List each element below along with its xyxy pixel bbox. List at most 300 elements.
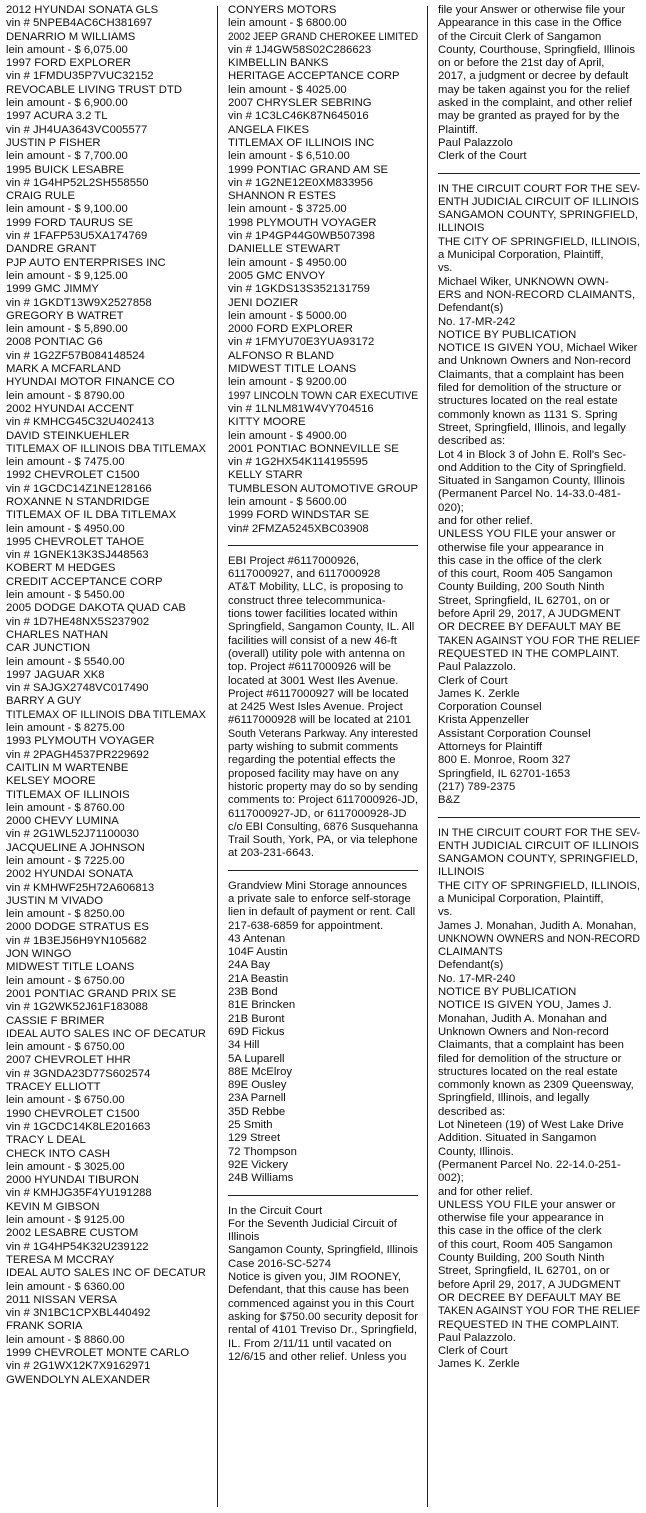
text-line: lein amount - $ 5,890.00: [6, 323, 128, 336]
text-line: 34 Hill: [228, 1039, 260, 1052]
text-line: 2001 PONTIAC GRAND PRIX SE: [6, 987, 177, 1000]
text-line: UNLESS YOU FILE your answer or: [438, 1198, 616, 1211]
text-line: Street, Springfield, IL 62701, on or: [438, 1265, 610, 1278]
text-line: (Permanent Parcel No. 14-33.0-481-: [438, 488, 621, 501]
text-line: Project #6117000927 will be located: [228, 687, 409, 700]
text-line: 2002 JEEP GRAND CHEROKEE LIMITED: [228, 30, 418, 43]
text-line: TITLEMAX OF ILLINOIS DBA TITLEMAX: [6, 442, 206, 455]
text-line: REQUESTED IN THE COMPLAINT.: [438, 1318, 620, 1331]
text-line: 43 Antenan: [228, 932, 286, 945]
text-line: at 203-231-6643.: [228, 847, 315, 860]
text-line: Springfield, Sangamon County, IL. All: [228, 621, 415, 634]
text-line: vin # KMHCG45C32U402413: [6, 416, 155, 429]
text-line: 1998 PLYMOUTH VOYAGER: [228, 216, 377, 229]
text-line: 217-638-6859 for appointment.: [228, 919, 384, 932]
text-line: Defendant(s): [438, 959, 504, 972]
text-line: 6117000927, and 6117000928: [228, 568, 381, 581]
text-line: vin # SAJGX2748VC017490: [6, 682, 149, 695]
notice-divider: [228, 870, 418, 871]
text-line: Claimants, that a complaint has been: [438, 368, 624, 381]
text-line: lein amount - $ 6750.00: [6, 974, 125, 987]
text-line: 2005 DODGE DAKOTA QUAD CAB: [6, 602, 186, 615]
text-line: CRAIG RULE: [6, 190, 76, 203]
text-line: TITLEMAX OF IL DBA TITLEMAX: [6, 509, 177, 522]
text-line: TRACY L DEAL: [6, 1134, 86, 1147]
text-line: 129 Street: [228, 1132, 281, 1145]
text-line: CAR JUNCTION: [6, 642, 91, 655]
text-line: Springfield, IL 62701-1653: [438, 767, 571, 780]
text-line: filed for demolition of the structure or: [438, 382, 622, 395]
text-line: vin # 1G2ZF57B084148524: [6, 349, 145, 362]
text-line: lein amount - $ 5000.00: [228, 309, 347, 322]
text-line: vin # 2G1WX12K7X9162971: [6, 1360, 151, 1373]
text-line: KELSEY MOORE: [6, 775, 96, 788]
text-line: Street, Springfield, Illinois, and legally: [438, 421, 626, 434]
text-line: may be granted as prayed for by the: [438, 110, 620, 123]
text-line: JON WINGO: [6, 948, 72, 961]
text-line: construct three telecommunica-: [228, 594, 386, 607]
text-line: CHARLES NATHAN: [6, 628, 109, 641]
text-line: lein amount - $ 9200.00: [228, 376, 347, 389]
text-line: lein amount - $ 4900.00: [228, 429, 347, 442]
text-line: TITLEMAX OF ILLINOIS DBA TITLEMAX: [6, 708, 206, 721]
text-line: this case in the office of the clerk: [438, 554, 602, 567]
text-line: (Permanent Parcel No. 22-14.0-251-: [438, 1158, 621, 1171]
text-line: IN THE CIRCUIT COURT FOR THE SEV-: [438, 182, 640, 195]
text-line: Street, Springfield, IL 62701, on or: [438, 594, 610, 607]
text-line: County Building, 200 South Ninth: [438, 581, 605, 594]
text-line: (217) 789-2375: [438, 780, 516, 793]
text-line: asked in the complaint, and other relief: [438, 97, 633, 110]
text-line: vin # 1FMDU35P7VUC32152: [6, 70, 154, 83]
lien-list-continued: [228, 4, 418, 536]
text-line: 2000 FORD EXPLORER: [228, 323, 353, 336]
text-line: vin # 1D7HE48NX5S237902: [6, 615, 150, 628]
text-line: 6117000927-JD, or 6117000928-JD: [228, 807, 407, 820]
text-line: ROXANNE N STANDRIDGE: [6, 495, 150, 508]
text-line: 1999 FORD WINDSTAR SE: [228, 509, 370, 522]
text-line: and for other relief.: [438, 514, 533, 527]
text-line: 1999 FORD TAURUS SE: [6, 216, 134, 229]
text-line: MIDWEST TITLE LOANS: [6, 961, 135, 974]
text-line: before April 29, 2017, A JUDGMENT: [438, 608, 621, 621]
text-line: Corporation Counsel: [438, 701, 542, 714]
text-line: commonly known as 1131 S. Spring: [438, 408, 618, 421]
text-line: CLAIMANTS: [438, 946, 503, 959]
text-line: 1992 CHEVROLET C1500: [6, 469, 140, 482]
text-line: lein amount - $ 6800.00: [228, 17, 347, 30]
text-line: REQUESTED IN THE COMPLAINT.: [438, 647, 620, 660]
text-line: Plaintiff.: [438, 123, 478, 136]
text-line: 104F Austin: [228, 946, 288, 959]
text-line: lein amount - $ 9,125.00: [6, 269, 128, 282]
text-line: 35D Rebbe: [228, 1105, 286, 1118]
wiker-notice: [438, 183, 640, 808]
text-line: Paul Palazzolo.: [438, 1331, 516, 1344]
text-line: 1995 BUICK LESABRE: [6, 163, 125, 176]
text-line: AT&T Mobility, LLC, is proposing to: [228, 581, 404, 594]
text-line: KEVIN M GIBSON: [6, 1200, 100, 1213]
text-line: GWENDOLYN ALEXANDER: [6, 1373, 151, 1386]
text-line: located at 3001 West Iles Avenue.: [228, 674, 399, 687]
text-line: Michael Wiker, UNKNOWN OWN-: [438, 275, 609, 288]
text-line: MIDWEST TITLE LOANS: [228, 363, 357, 376]
text-line: vin # 1GCDC14K8LE201663: [6, 1120, 151, 1133]
text-line: In the Circuit Court: [228, 1204, 323, 1217]
text-line: 1999 CHEVROLET MONTE CARLO: [6, 1346, 190, 1359]
text-line: lein amount - $ 4950.00: [6, 522, 125, 535]
text-line: vin # 1GKDT13W9X2527858: [6, 296, 152, 309]
text-line: vin # 2PAGH4537PR229692: [6, 748, 149, 761]
text-line: this case in the office of the clerk: [438, 1225, 602, 1238]
text-line: filed for demolition of the structure or: [438, 1052, 622, 1065]
text-line: comments to: Project 6117000926-JD,: [228, 794, 418, 807]
text-line: Addition. Situated in Sangamon: [438, 1132, 597, 1145]
text-line: 25 Smith: [228, 1119, 273, 1132]
text-line: lein amount - $ 6360.00: [6, 1280, 125, 1293]
text-line: TAKEN AGAINST YOU FOR THE RELIEF: [438, 634, 640, 647]
text-line: proposed facility may have on any: [228, 767, 399, 780]
text-line: 1995 CHEVROLET TAHOE: [6, 535, 145, 548]
text-line: Monahan, Judith A. Monahan and: [438, 1012, 607, 1025]
text-line: 1997 LINCOLN TOWN CAR EXECUTIVE: [228, 389, 418, 402]
text-line: James K. Zerkle: [438, 687, 520, 700]
text-line: Paul Palazzolo.: [438, 661, 516, 674]
text-line: vin # 3N1BC1CPXBL440492: [6, 1307, 151, 1320]
text-line: GREGORY B WATRET: [6, 309, 124, 322]
text-line: 2007 CHRYSLER SEBRING: [228, 97, 372, 110]
text-line: vin # JH4UA3643VC005577: [6, 123, 148, 136]
text-line: 2001 PONTIAC BONNEVILLE SE: [228, 442, 399, 455]
text-line: 1997 ACURA 3.2 TL: [6, 110, 108, 123]
text-line: ENTH JUDICIAL CIRCUIT OF ILLINOIS: [438, 839, 639, 852]
text-line: CONYERS MOTORS: [228, 4, 337, 16]
text-line: BARRY A GUY: [6, 695, 82, 708]
text-line: ILLINOIS: [438, 866, 485, 879]
text-line: Lot Nineteen (19) of West Lake Drive: [438, 1119, 624, 1132]
text-line: ANGELA FIKES: [228, 123, 309, 136]
text-line: otherwise file your appearance in: [438, 541, 604, 554]
text-line: file your Answer or otherwise file your: [438, 4, 626, 16]
text-line: vin # 1B3EJ56H9YN105682: [6, 934, 147, 947]
text-line: IN THE CIRCUIT COURT FOR THE SEV-: [438, 826, 640, 839]
text-line: lein amount - $ 6,075.00: [6, 43, 128, 56]
text-line: KITTY MOORE: [228, 416, 306, 429]
text-line: Notice is given you, JIM ROONEY,: [228, 1271, 402, 1284]
text-line: 002);: [438, 1172, 464, 1185]
text-line: vs.: [438, 906, 453, 919]
text-line: Claimants, that a complaint has been: [438, 1039, 624, 1052]
text-line: lein amount - $ 9,100.00: [6, 203, 128, 216]
small-claims-notice: [228, 1205, 418, 1365]
text-line: For the Seventh Judicial Circuit of: [228, 1217, 397, 1230]
text-line: asking for $750.00 security deposit for: [228, 1310, 418, 1323]
text-line: 92E Vickery: [228, 1158, 289, 1171]
text-line: 1997 FORD EXPLORER: [6, 57, 131, 70]
text-line: (overall) utility pole with antenna on: [228, 647, 406, 660]
text-line: FRANK SORIA: [6, 1320, 83, 1333]
text-line: top. Project #6117000926 will be: [228, 661, 392, 674]
text-line: commonly known as 2309 Queensway,: [438, 1079, 634, 1092]
text-line: NOTICE IS GIVEN YOU, Michael Wiker: [438, 342, 638, 355]
text-line: lein amount - $ 4950.00: [228, 256, 347, 269]
text-line: lein amount - $ 7,700.00: [6, 150, 128, 163]
text-line: TRACEY ELLIOTT: [6, 1081, 101, 1094]
text-line: IDEAL AUTO SALES INC OF DECATUR: [6, 1027, 206, 1040]
column-rule: [427, 6, 428, 1507]
text-line: SANGAMON COUNTY, SPRINGFIELD,: [438, 209, 639, 222]
text-line: lein amount - $ 8860.00: [6, 1333, 125, 1346]
text-line: 2007 CHEVROLET HHR: [6, 1054, 131, 1067]
text-line: lein amount - $ 5600.00: [228, 495, 347, 508]
text-line: a Municipal Corporation, Plaintiff,: [438, 893, 604, 905]
text-line: lein amount - $ 6,510.00: [228, 150, 350, 163]
text-line: DAVID STEINKUEHLER: [6, 429, 130, 442]
notice-divider: [438, 173, 640, 174]
text-line: vin # 5NPEB4AC6CH381697: [6, 17, 153, 30]
notice-divider: [228, 545, 418, 546]
text-line: James K. Zerkle: [438, 1358, 520, 1371]
lien-list-column: [6, 4, 206, 1507]
text-line: Clerk of the Court: [438, 150, 527, 163]
text-line: 800 E. Monroe, Room 327: [438, 754, 571, 767]
text-line: TAKEN AGAINST YOU FOR THE RELIEF: [438, 1305, 640, 1318]
middle-column: [228, 4, 418, 1507]
text-line: described as:: [438, 1105, 506, 1118]
text-line: vin # 1G4HP54K32U239122: [6, 1240, 149, 1253]
text-line: and Unknown Owners and Non-record: [438, 355, 631, 368]
text-line: 2002 HYUNDAI SONATA: [6, 868, 134, 881]
text-line: vin # 1GCDC14Z1NE128166: [6, 482, 152, 495]
text-line: Unknown Owners and Non-record: [438, 1025, 609, 1038]
text-line: vin # 1G2WK52J61F183088: [6, 1001, 148, 1014]
text-line: lein amount - $ 6750.00: [6, 1041, 125, 1054]
text-line: Defendant, that this cause has been: [228, 1284, 409, 1297]
text-line: and for other relief.: [438, 1185, 533, 1198]
text-line: TUMBLESON AUTOMOTIVE GROUP: [228, 482, 418, 495]
text-line: REVOCABLE LIVING TRUST DTD: [6, 83, 182, 96]
text-line: vin # 1C3LC46K87N645016: [228, 110, 369, 123]
text-line: vin # 1P4GP44G0WB507398: [228, 230, 375, 243]
text-line: vin # 1FMYU70E3YUA93172: [228, 336, 375, 349]
text-line: Springfield, Illinois, and legally: [438, 1092, 590, 1105]
text-line: vin # 1G2NE12E0XM833956: [228, 176, 374, 189]
text-line: Defendant(s): [438, 302, 504, 315]
text-line: facilities will consist of a new 46-ft: [228, 634, 397, 647]
text-line: 2000 DODGE STRATUS ES: [6, 921, 149, 934]
text-line: THE CITY OF SPRINGFIELD, ILLINOIS,: [438, 879, 640, 892]
text-line: structures located on the real estate: [438, 395, 618, 408]
text-line: 1990 CHEVROLET C1500: [6, 1107, 140, 1120]
text-line: TITLEMAX OF ILLINOIS: [6, 788, 130, 801]
text-line: JUSTIN P FISHER: [6, 136, 101, 149]
text-line: NOTICE BY PUBLICATION: [438, 986, 577, 999]
text-line: MARK A MCFARLAND: [6, 363, 121, 376]
text-line: 72 Thompson: [228, 1145, 297, 1158]
text-line: Grandview Mini Storage announces: [228, 879, 407, 892]
text-line: lein amount - $ 7225.00: [6, 855, 125, 867]
text-line: EBI Project #6117000926,: [228, 554, 360, 567]
text-line: lein amount - $ 4025.00: [228, 83, 347, 96]
text-line: 2002 HYUNDAI ACCENT: [6, 402, 135, 415]
text-line: JUSTIN M VIVADO: [6, 894, 104, 907]
text-line: 2000 HYUNDAI TIBURON: [6, 1174, 139, 1187]
text-line: vin # 1FAFP53U5XA174769: [6, 230, 148, 243]
text-line: Clerk of Court: [438, 1345, 508, 1358]
text-line: Situated in Sangamon County, Illinois: [438, 475, 625, 488]
text-line: 88E McElroy: [228, 1065, 293, 1078]
text-line: ILLINOIS: [438, 222, 485, 235]
text-line: of this court, Room 405 Sangamon: [438, 1238, 613, 1251]
text-line: UNLESS YOU FILE your answer or: [438, 528, 616, 541]
text-line: lein amount - $ 8250.00: [6, 908, 125, 921]
right-column: [438, 4, 640, 1507]
text-line: lein amount - $ 8275.00: [6, 722, 125, 735]
text-line: CAITLIN M WARTENBE: [6, 761, 129, 774]
text-line: vs.: [438, 262, 453, 275]
text-line: KIMBELLIN BANKS: [228, 57, 329, 70]
storage-unit-list: [228, 933, 418, 1186]
text-line: 23A Parnell: [228, 1092, 286, 1105]
text-line: 24A Bay: [228, 959, 271, 972]
text-line: vin# 2FMZA5245XBC03908: [228, 522, 369, 535]
text-line: Trail South, York, PA, or via telephone: [228, 834, 418, 847]
text-line: B&Z: [438, 794, 460, 807]
text-line: lein amount - $ 8760.00: [6, 801, 125, 814]
text-line: KOBERT M HEDGES: [6, 562, 116, 575]
text-line: vin # 3GNDA23D77S602574: [6, 1067, 151, 1080]
text-line: at 2425 West Isles Avenue. Project: [228, 701, 403, 714]
text-line: Appearance in this case in the Office: [438, 17, 622, 30]
text-line: PJP AUTO ENTERPRISES INC: [6, 256, 166, 269]
text-line: NOTICE IS GIVEN YOU, James J.: [438, 999, 612, 1012]
text-line: ENTH JUDICIAL CIRCUIT OF ILLINOIS: [438, 195, 639, 208]
text-line: vin # KMHWF25H72A606813: [6, 881, 155, 894]
text-line: Sangamon County, Springfield, Illinois: [228, 1244, 418, 1257]
text-line: DENARRIO M WILLIAMS: [6, 30, 136, 43]
text-line: vin # 1LNLM81W4VY704516: [228, 402, 374, 415]
text-line: Assistant Corporation Counsel: [438, 727, 591, 740]
text-line: before April 29, 2017, A JUDGMENT: [438, 1278, 621, 1291]
text-line: County, Courthouse, Springfield, Illinois: [438, 43, 635, 56]
text-line: vin # 1GKDS13S352131759: [228, 283, 370, 296]
text-line: 21B Buront: [228, 1012, 285, 1025]
text-line: Case 2016-SC-5274: [228, 1257, 331, 1270]
text-line: 2017, a judgment or decree by default: [438, 70, 629, 83]
text-line: IL. From 2/11/11 until vacated on: [228, 1337, 392, 1350]
text-line: DANDRE GRANT: [6, 243, 97, 256]
text-line: 1993 PLYMOUTH VOYAGER: [6, 735, 155, 748]
text-line: CHECK INTO CASH: [6, 1147, 110, 1160]
text-line: OR DECREE BY DEFAULT MAY BE: [438, 1291, 621, 1304]
text-line: JENI DOZIER: [228, 296, 299, 309]
text-line: vin # 1G4HP52L2SH558550: [6, 176, 149, 189]
text-line: DANIELLE STEWART: [228, 243, 341, 256]
text-line: lein amount - $ 7475.00: [6, 456, 125, 469]
text-line: lein amount - $ 8790.00: [6, 389, 125, 402]
text-line: lein amount - $ 6750.00: [6, 1094, 125, 1107]
text-line: lein amount - $ 3725.00: [228, 203, 347, 216]
text-line: of this court, Room 405 Sangamon: [438, 568, 613, 581]
text-line: vin # 1J4GW58S02C286623: [228, 43, 372, 56]
column-rule: [217, 6, 218, 1507]
text-line: Krista Appenzeller: [438, 714, 530, 727]
text-line: KELLY STARR: [228, 469, 303, 482]
text-line: lein amount - $ 5540.00: [6, 655, 125, 668]
text-line: HYUNDAI MOTOR FINANCE CO: [6, 376, 175, 389]
text-line: vin # KMHJG35F4YU191288: [6, 1187, 152, 1200]
text-line: 89E Ousley: [228, 1079, 287, 1092]
text-line: vin # 2G1WL52J71100030: [6, 828, 139, 841]
text-line: ond Addition to the City of Springfield.: [438, 461, 627, 474]
text-line: NOTICE BY PUBLICATION: [438, 328, 577, 341]
text-line: Paul Palazzolo: [438, 136, 513, 149]
text-line: vin # 1G2HX54K114195595: [228, 456, 368, 469]
text-line: 020);: [438, 501, 464, 514]
text-line: HERITAGE ACCEPTANCE CORP: [228, 70, 400, 83]
text-line: JACQUELINE A JOHNSON: [6, 841, 145, 854]
text-line: Lot 4 in Block 3 of John E. Roll's Sec-: [438, 448, 627, 461]
text-line: 1999 PONTIAC GRAND AM SE: [228, 163, 389, 176]
text-line: regarding the potential effects the: [228, 754, 396, 767]
notice-divider: [228, 1195, 418, 1196]
text-line: vin # 1GNEK13K3SJ448563: [6, 549, 149, 562]
text-line: 2005 GMC ENVOY: [228, 269, 326, 282]
text-line: 2012 HYUNDAI SONATA GLS: [6, 4, 159, 16]
text-line: ALFONSO R BLAND: [228, 349, 335, 362]
text-line: on or before the 21st day of April,: [438, 57, 605, 70]
text-line: commenced against you in this Court: [228, 1297, 414, 1310]
text-line: tions tower facilities located within: [228, 608, 398, 621]
text-line: party wishing to submit comments: [228, 741, 399, 754]
text-line: No. 17-MR-240: [438, 972, 516, 985]
text-line: lein amount - $ 3025.00: [6, 1160, 125, 1173]
text-line: CREDIT ACCEPTANCE CORP: [6, 575, 163, 588]
text-line: 1999 GMC JIMMY: [6, 283, 99, 296]
text-line: a Municipal Corporation, Plaintiff,: [438, 249, 604, 262]
text-line: Clerk of Court: [438, 674, 508, 687]
ebi-notice: [228, 555, 418, 861]
text-line: 24B Williams: [228, 1172, 294, 1185]
text-line: County, Illinois.: [438, 1145, 514, 1158]
text-line: rental of 4101 Treviso Dr., Springfield,: [228, 1324, 418, 1337]
text-line: 69D Fickus: [228, 1025, 285, 1038]
text-line: lien in default of payment or rent. Call: [228, 906, 416, 919]
text-line: 23B Bond: [228, 986, 278, 999]
monahan-notice: [438, 827, 640, 1372]
text-line: 2002 LESABRE CUSTOM: [6, 1227, 139, 1240]
text-line: lein amount - $ 5450.00: [6, 589, 125, 602]
text-line: ERS and NON-RECORD CLAIMANTS,: [438, 288, 636, 301]
text-line: 2008 PONTIAC G6: [6, 336, 103, 349]
text-line: 21A Beastin: [228, 972, 289, 985]
text-line: 2011 NISSAN VERSA: [6, 1293, 117, 1306]
text-line: CASSIE F BRIMER: [6, 1014, 105, 1027]
text-line: OR DECREE BY DEFAULT MAY BE: [438, 621, 621, 634]
text-line: #6117000928 will be located at 2101: [228, 714, 412, 727]
text-line: 5A Luparell: [228, 1052, 285, 1065]
text-line: 12/6/15 and other relief. Unless you: [228, 1350, 407, 1363]
text-line: TITLEMAX OF ILLINOIS INC: [228, 136, 375, 149]
text-line: may be taken against you for the relief: [438, 83, 630, 96]
text-line: South Veterans Parkway. Any interested: [228, 727, 418, 740]
text-line: SANGAMON COUNTY, SPRINGFIELD,: [438, 853, 639, 866]
text-line: a private sale to enforce self-storage: [228, 893, 411, 905]
text-line: UNKNOWN OWNERS and NON-RECORD: [438, 932, 640, 945]
lien-list: [6, 4, 206, 1387]
text-line: otherwise file your appearance in: [438, 1212, 604, 1225]
text-line: Illinois: [228, 1231, 260, 1244]
